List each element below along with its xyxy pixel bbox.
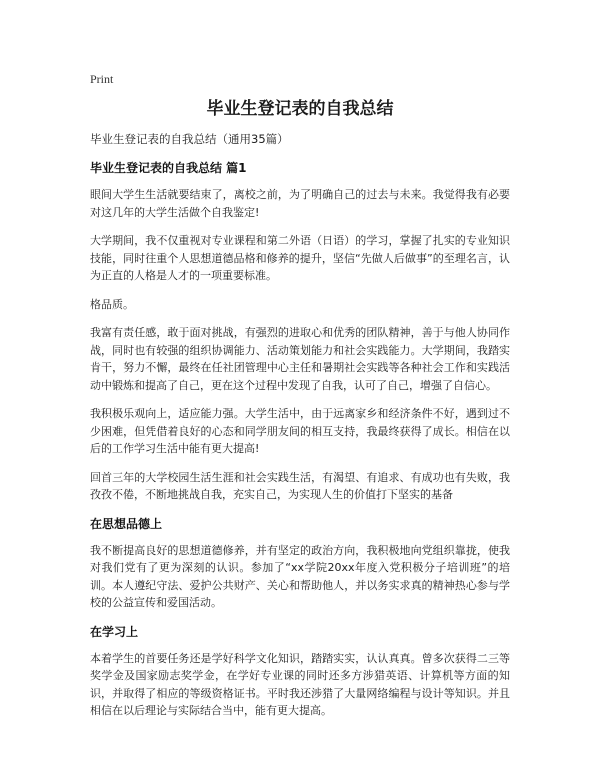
document-subtitle: 毕业生登记表的自我总结（通用35篇） — [90, 132, 289, 146]
paragraph-responsibility: 我富有责任感，敢于面对挑战，有强烈的进取心和优秀的团队精神，善于与他人协同作战，同时也有较强的组织协调能力、活动策划能力和社会实践能力。大学期间，我踏实肯干，努力不懈，最终在任社团管理中心主任和暑期社会实践等各种社会工作和实践活动中锻炼和提高了自己，更在这个过程中发现了自我，认可了自己，增强了自信心。 — [90, 326, 510, 392]
paragraph-ideology: 我不断提高良好的思想道德修养，并有坚定的政治方向，我积极地向党组织靠拢，使我对我们党有了更为深刻的认识。参加了“xx学院20xx年度入党积极分子培训班”的培训。本人遵纪守法、爱护公共财产、关心和帮助他人，并以务实求真的精神热心参与学校的公益宣传和爱国活动。 — [90, 543, 510, 609]
paragraph-study-and-character: 大学期间，我不仅重视对专业课程和第二外语（日语）的学习，掌握了扎实的专业知识技能，同时往重个人思想道德品格和修养的提升，坚信“先做人后做事”的至理名言，认为正直的人格是人才的一项重要标准。 — [90, 234, 510, 282]
section-heading-ideology: 在思想品德上 — [90, 516, 163, 531]
document-title: 毕业生登记表的自我总结 — [206, 99, 394, 119]
print-label: Print — [90, 72, 114, 86]
paragraph-study: 本着学生的首要任务还是学好科学文化知识，踏踏实实，认认真真。曾多次获得二三等奖学金及国家励志奖学金，在学好专业课的同时还多方涉猎英语、计算机等方面的知识，并取得了相应的等级资格证书。平时我还涉猎了大量网络编程与设计等知识。并且相信在以后理论与实际结合当中，能有更大提高。 — [90, 651, 510, 717]
section-heading-essay-1: 毕业生登记表的自我总结 篇1 — [90, 161, 247, 175]
paragraph-character-fragment: 格品质。 — [90, 297, 134, 311]
paragraph-reflection: 回首三年的大学校园生活生涯和社会实践生活，有渴望、有追求、有成功也有失败，我孜孜不倦，不断地挑战自我，充实自己，为实现人生的价值打下坚实的基备 — [90, 470, 510, 501]
section-heading-study: 在学习上 — [90, 624, 139, 639]
paragraph-intro: 眼间大学生生活就要结束了，离校之前，为了明确自己的过去与未来。我觉得我有必要对这几年的大学生活做个自我鉴定! — [90, 188, 510, 219]
paragraph-optimism: 我积极乐观向上，适应能力强。大学生活中，由于远离家乡和经济条件不好，遇到过不少困难，但凭借着良好的心态和同学朋友间的相互支持，我最终获得了成长。相信在以后的工作学习生活中能有更大提高! — [90, 407, 510, 455]
